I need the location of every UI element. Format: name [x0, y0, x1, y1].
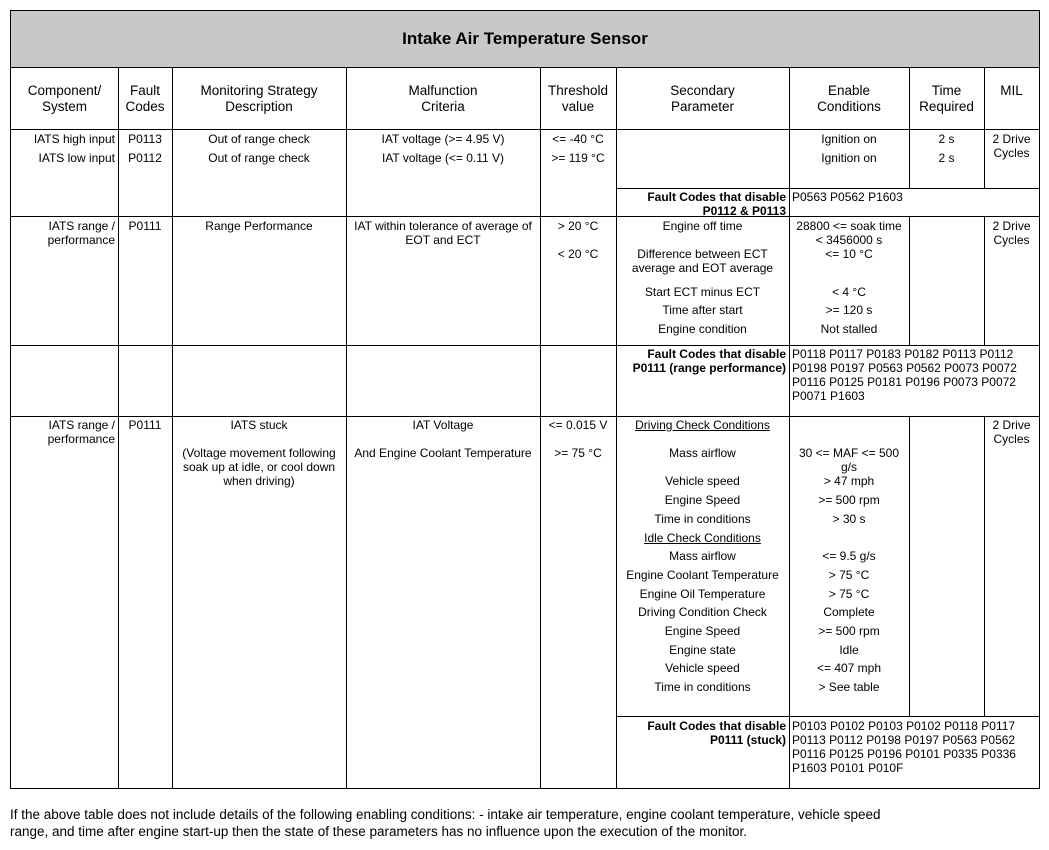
fault-code-cell: P0112: [128, 151, 162, 165]
enable-cell: 30 <= MAF <= 500 g/s: [798, 446, 900, 474]
secondary-cell: Mass airflow: [669, 549, 736, 563]
enable-cell: > 30 s: [832, 512, 866, 526]
disable-codes: P0563 P0562 P1603: [792, 190, 903, 204]
fault-code-cell: P0113: [128, 132, 162, 146]
strategy-cell: Out of range check: [208, 132, 310, 146]
col-divider: [909, 217, 910, 345]
secondary-cell: Engine state: [669, 643, 736, 657]
fault-code-cell: P0111: [128, 219, 162, 233]
idle-check-heading: Idle Check Conditions: [644, 531, 761, 545]
criteria-cell: IAT Voltage: [412, 418, 474, 432]
secondary-cell: Start ECT minus ECT: [644, 285, 761, 299]
mil-cell: 2 Drive Cycles: [992, 219, 1031, 247]
footer-note: If the above table does not include details of the following enabling conditions: - intake air temperature, engine coolant temperature, vehicle speed range, and time after engine start-up then the state of these parameters has no influence upon the execution of the monitor.: [10, 807, 881, 839]
enable-cell: Not stalled: [820, 322, 878, 336]
enable-cell: 28800 <= soak time < 3456000 s: [796, 219, 902, 247]
header-criteria: Malfunction Criteria: [408, 83, 478, 114]
threshold-cell: >= 119 °C: [551, 151, 605, 165]
enable-cell: >= 500 rpm: [818, 493, 880, 507]
component-cell: IATS low input: [38, 151, 115, 165]
secondary-cell: Driving Condition Check: [638, 605, 767, 619]
threshold-cell: <= -40 °C: [552, 132, 604, 146]
row-divider: [11, 416, 1039, 417]
driving-check-heading: Driving Check Conditions: [635, 418, 770, 432]
secondary-cell: Difference between ECT average and EOT average: [631, 247, 774, 275]
disable-codes: P0103 P0102 P0103 P0102 P0118 P0117 P0113 P0112 P0198 P0197 P0563 P0562 P0116 P0125 P0196 P0101 P0335 P0336 P1603 P0101 P010F: [792, 719, 1016, 775]
secondary-cell: Engine Oil Temperature: [639, 587, 766, 601]
component-cell: IATS high input: [33, 132, 115, 146]
enable-cell: > See table: [818, 680, 880, 694]
enable-cell: < 4 °C: [832, 285, 866, 299]
enable-cell: > 75 °C: [828, 587, 870, 601]
secondary-cell: Engine Speed: [664, 624, 741, 638]
time-cell: 2 s: [938, 132, 955, 146]
threshold-cell: < 20 °C: [557, 247, 599, 261]
enable-cell: > 75 °C: [828, 568, 870, 582]
table-title: Intake Air Temperature Sensor: [11, 11, 1039, 68]
enable-cell: >= 500 rpm: [818, 624, 880, 638]
threshold-cell: <= 0.015 V: [548, 418, 608, 432]
component-cell: IATS range / performance: [47, 219, 115, 247]
secondary-cell: Engine condition: [658, 322, 747, 336]
header-fault-codes: Fault Codes: [125, 83, 165, 114]
enable-cell: Ignition on: [821, 132, 877, 146]
enable-cell: <= 9.5 g/s: [822, 549, 876, 563]
header-strategy: Monitoring Strategy Description: [200, 83, 318, 114]
secondary-cell: Vehicle speed: [665, 474, 740, 488]
disable-codes: P0118 P0117 P0183 P0182 P0113 P0112 P0198 P0197 P0563 P0562 P0073 P0072 P0116 P0125 P0181 P0196 P0073 P0072 P0071 P1603: [792, 347, 1017, 403]
criteria-cell: IAT voltage (<= 0.11 V): [381, 151, 505, 165]
header-mil: MIL: [1000, 83, 1023, 98]
enable-cell: >= 120 s: [825, 303, 873, 317]
mil-cell: 2 Drive Cycles: [992, 418, 1031, 446]
enable-cell: <= 407 mph: [816, 661, 882, 675]
col-divider: [909, 417, 910, 716]
enable-cell: Complete: [823, 605, 875, 619]
row-divider: [11, 216, 1039, 217]
strategy-cell: Range Performance: [205, 219, 313, 233]
disable-label: Fault Codes that disable P0111 (range performance): [632, 347, 786, 375]
strategy-cell: (Voltage movement following soak up at idle, or cool down when driving): [182, 446, 336, 488]
enable-cell: <= 10 °C: [825, 247, 873, 261]
header-divider: [11, 129, 1039, 130]
header-time: Time Required: [919, 83, 974, 114]
enable-cell: Ignition on: [821, 151, 877, 165]
secondary-cell: Time after start: [662, 303, 743, 317]
secondary-cell: Engine off time: [662, 219, 743, 233]
header-component: Component/ System: [27, 83, 102, 114]
row-divider: [616, 716, 1039, 717]
header-threshold: Threshold value: [547, 83, 609, 114]
disable-label: Fault Codes that disable P0111 (stuck): [647, 719, 786, 747]
disable-label: Fault Codes that disable P0112 & P0113: [647, 190, 786, 218]
criteria-cell: IAT within tolerance of average of EOT and ECT: [354, 219, 532, 247]
criteria-cell: IAT voltage (>= 4.95 V): [381, 132, 505, 146]
enable-cell: Idle: [839, 643, 859, 657]
mil-cell: 2 Drive Cycles: [992, 132, 1031, 160]
row-divider: [11, 345, 1039, 346]
header-enable: Enable Conditions: [817, 83, 881, 114]
component-cell: IATS range / performance: [47, 418, 115, 446]
time-cell: 2 s: [938, 151, 955, 165]
sensor-table: [10, 10, 1040, 789]
threshold-cell: >= 75 °C: [554, 446, 602, 460]
strategy-cell: Out of range check: [208, 151, 310, 165]
secondary-cell: Mass airflow: [669, 446, 736, 460]
criteria-cell: And Engine Coolant Temperature: [354, 446, 532, 460]
secondary-cell: Engine Speed: [664, 493, 741, 507]
secondary-cell: Engine Coolant Temperature: [626, 568, 779, 582]
secondary-cell: Time in conditions: [654, 680, 751, 694]
fault-code-cell: P0111: [128, 418, 162, 432]
secondary-cell: Vehicle speed: [665, 661, 740, 675]
threshold-cell: > 20 °C: [557, 219, 599, 233]
header-secondary: Secondary Parameter: [670, 83, 735, 114]
col-divider: [984, 417, 985, 716]
strategy-cell: IATS stuck: [230, 418, 288, 432]
secondary-cell: Time in conditions: [654, 512, 751, 526]
row-divider: [616, 188, 1039, 189]
enable-cell: > 47 mph: [823, 474, 875, 488]
